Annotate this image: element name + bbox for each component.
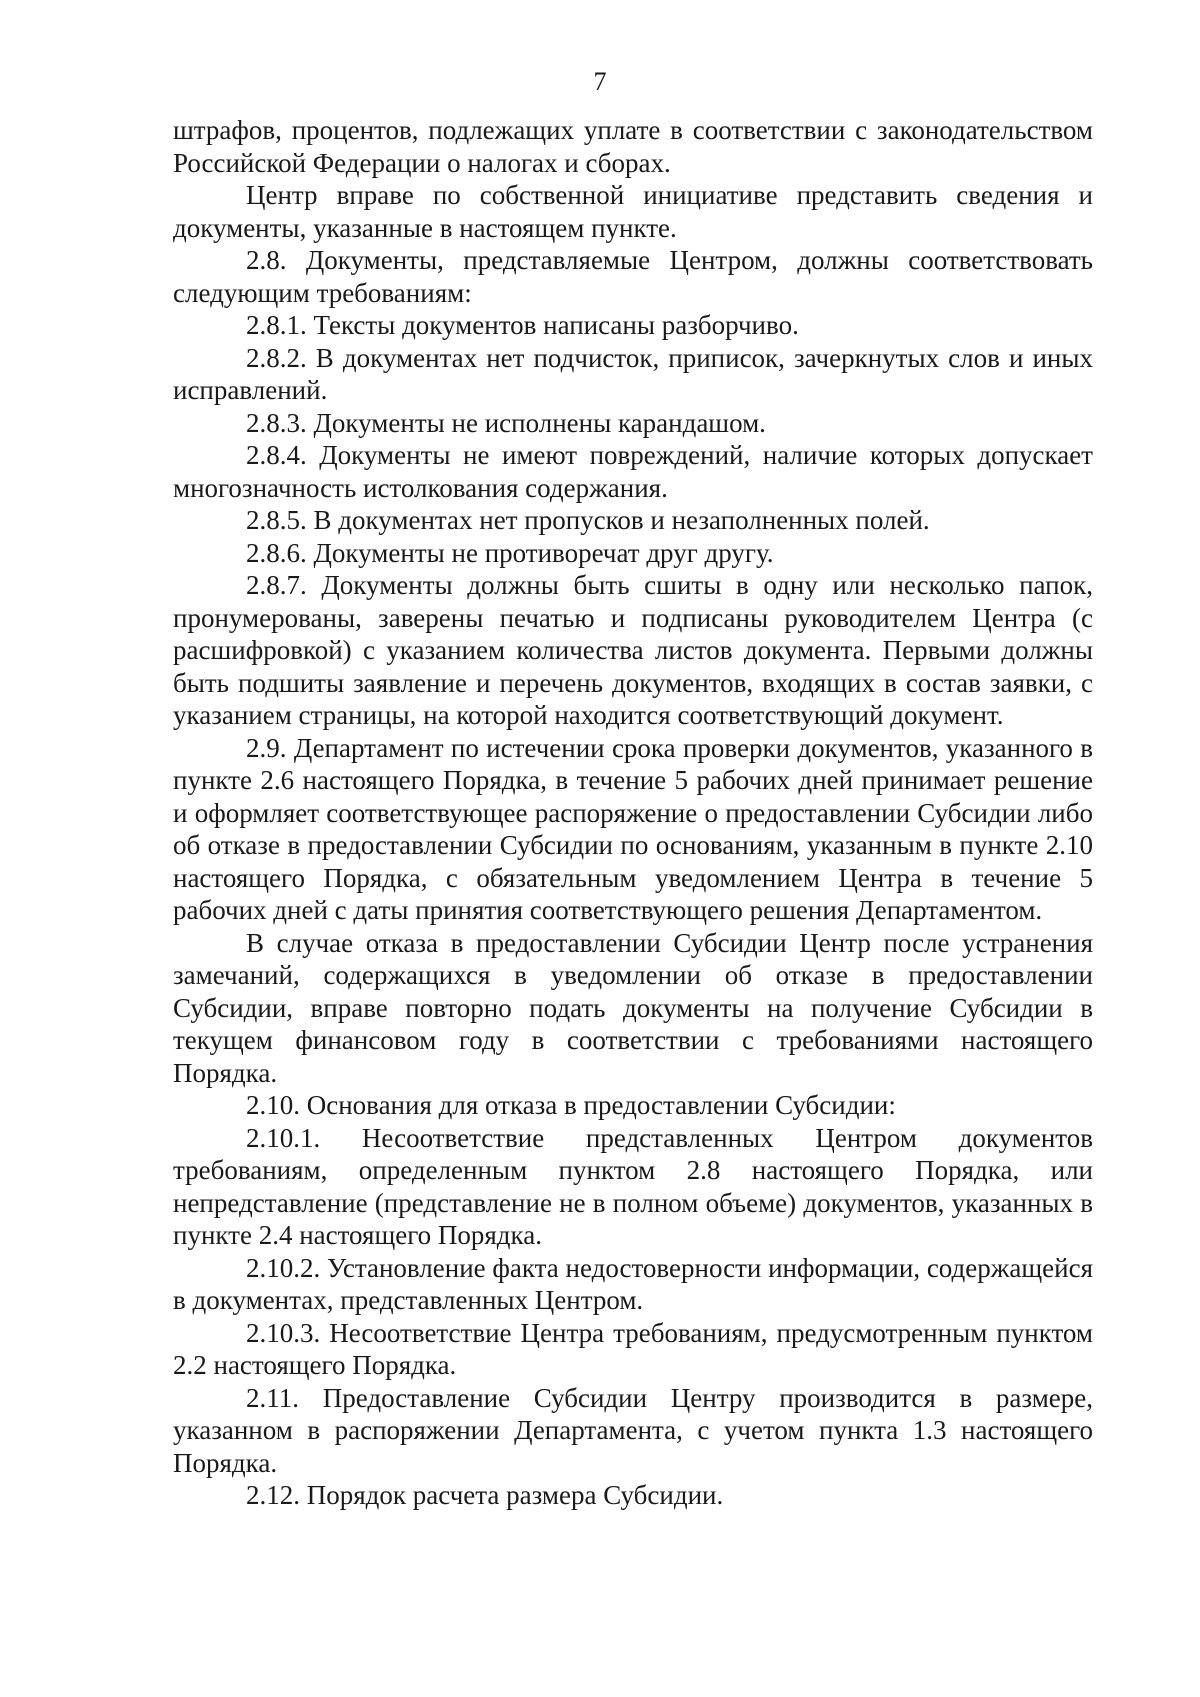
paragraph-center-right: Центр вправе по собственной инициативе представить сведения и документы, указанные в настоящем пункте. [173, 180, 1093, 243]
paragraph-2-8: 2.8. Документы, представляемые Центром, должны соответствовать следующим требованиям: [173, 245, 1093, 308]
paragraph-refusal-case: В случае отказа в предоставлении Субсидии Центр после устранения замечаний, содержащихся в уведомлении об отказе в предоставлении Субсидии, вправе повторно подать документы на получение Субсидии в текущем финансовом году в соответствии с требованиями настоящего Порядка. [173, 927, 1093, 1088]
paragraph-2-8-1: 2.8.1. Тексты документов написаны разборчиво. [246, 310, 799, 340]
paragraph-2-8-7: 2.8.7. Документы должны быть сшиты в одну или несколько папок, пронумерованы, заверены печатью и подписаны руководителем Центра (с расшифровкой) с указанием количества листов документа. Первыми должны быть подшиты заявление и перечень документов, входящих в состав заявки, с указанием страницы, на которой находится соответствующий документ. [173, 570, 1093, 730]
paragraph-2-10-1: 2.10.1. Несоответствие представленных Центром документов требованиям, определенным пунктом 2.8 настоящего Порядка, или непредставление (представление не в полном объеме) документов, указанных в пункте 2.4 настоящего Порядка. [173, 1122, 1093, 1250]
document-body [173, 114, 1093, 1512]
paragraph-continuation: штрафов, процентов, подлежащих уплате в соответствии с законодательством Российской Федерации о налогах и сборах. [173, 115, 1093, 178]
paragraph-2-10-2: 2.10.2. Установление факта недостоверности информации, содержащейся в документах, представленных Центром. [173, 1252, 1094, 1315]
paragraph-2-12: 2.12. Порядок расчета размера Субсидии. [246, 1480, 724, 1510]
paragraph-2-8-5: 2.8.5. В документах нет пропусков и незаполненных полей. [246, 505, 930, 535]
paragraph-2-8-2: 2.8.2. В документах нет подчисток, приписок, зачеркнутых слов и иных исправлений. [173, 342, 1093, 405]
page-number: 7 [593, 67, 607, 96]
paragraph-2-8-6: 2.8.6. Документы не противоречат друг другу. [246, 537, 774, 568]
paragraph-2-9: 2.9. Департамент по истечении срока проверки документов, указанного в пункте 2.6 настоящего Порядка, в течение 5 рабочих дней принимает решение и оформляет соответствующее распоряжение о предоставлении Субсидии либо об отказе в предоставлении Субсидии по основаниям, указанным в пункте 2.10 настоящего Порядка, с обязательным уведомлением Центра в течение 5 рабочих дней с даты принятия соответствующего решения Департаментом. [173, 732, 1093, 925]
paragraph-2-11: 2.11. Предоставление Субсидии Центру производится в размере, указанном в распоряжении Департамента, с учетом пункта 1.3 настоящего Порядка. [173, 1382, 1093, 1478]
paragraph-2-8-3: 2.8.3. Документы не исполнены карандашом. [246, 407, 766, 438]
paragraph-2-10: 2.10. Основания для отказа в предоставлении Субсидии: [246, 1090, 896, 1120]
paragraph-2-10-3: 2.10.3. Несоответствие Центра требованиям, предусмотренным пунктом 2.2 настоящего Порядка. [173, 1317, 1093, 1380]
paragraph-2-8-4: 2.8.4. Документы не имеют повреждений, наличие которых допускает многозначность истолкования содержания. [173, 440, 1093, 503]
